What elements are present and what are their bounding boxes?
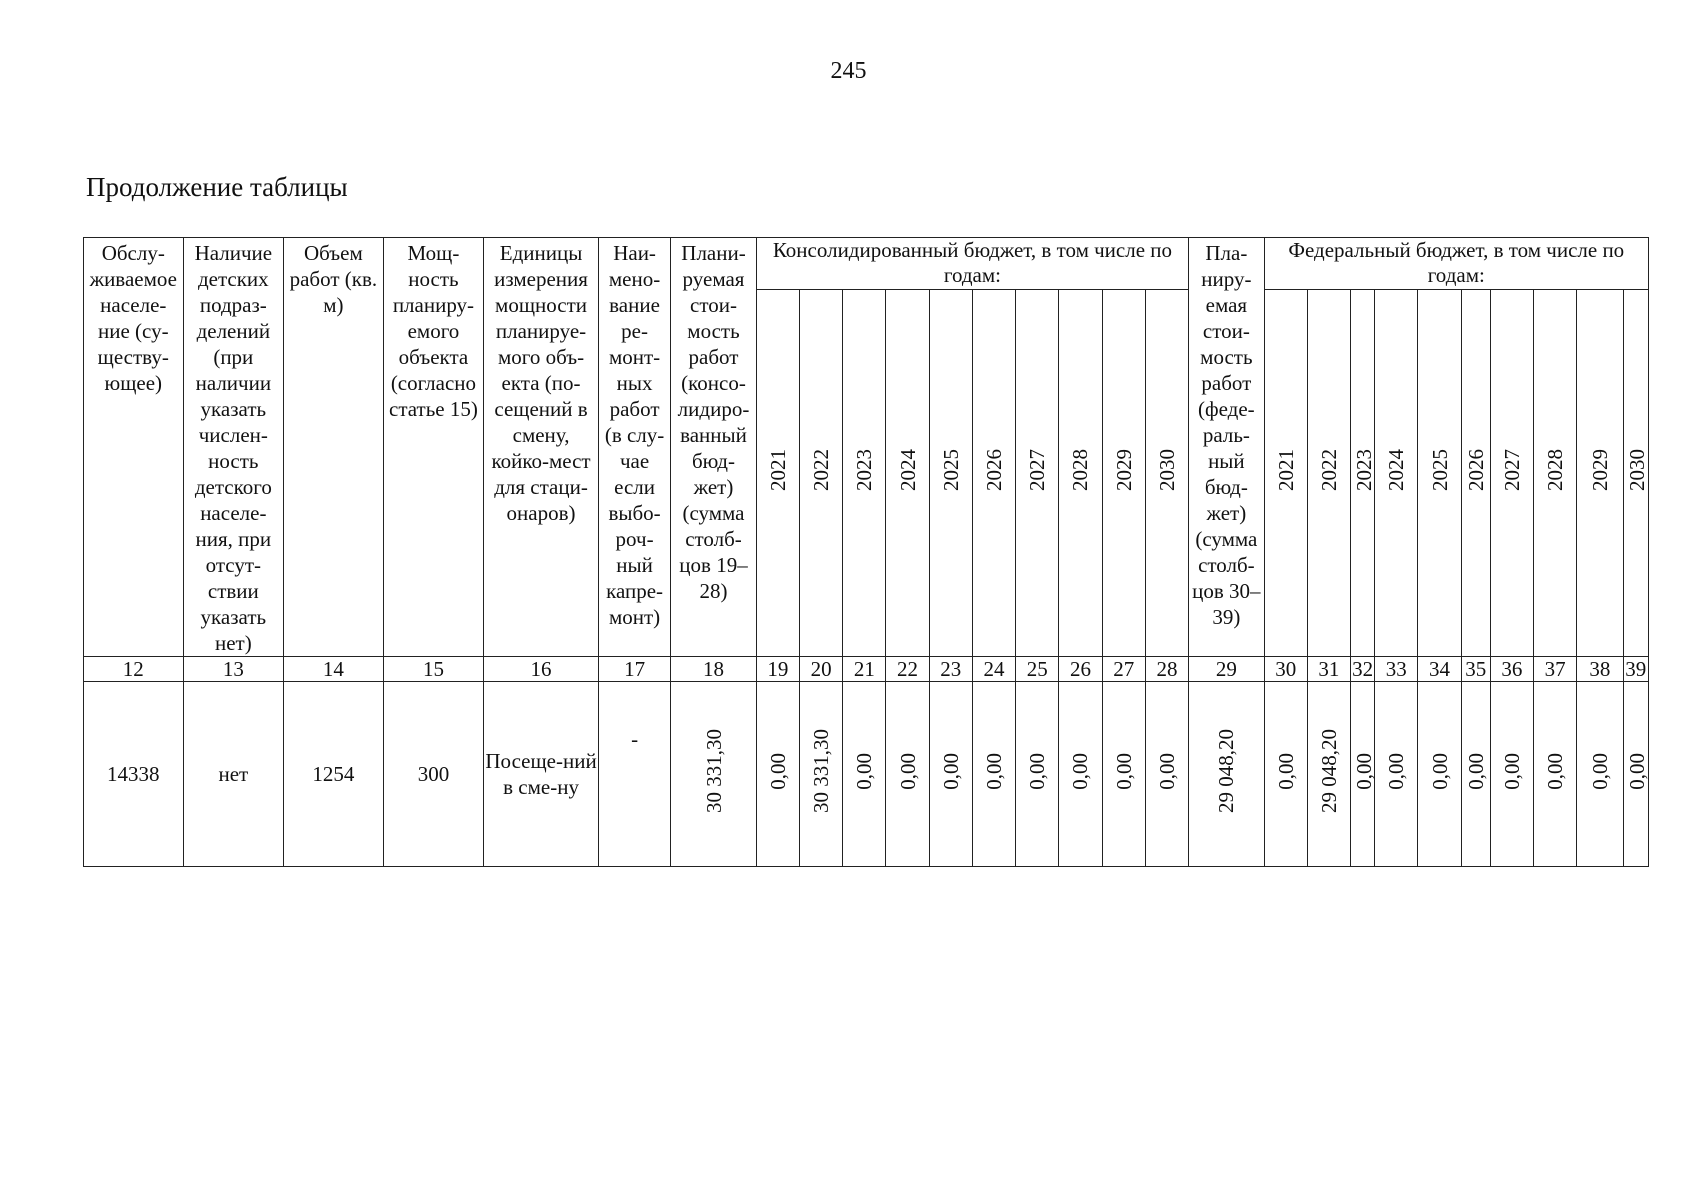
federal-year: 2026 bbox=[1461, 290, 1490, 657]
federal-year-value: 29 048,20 bbox=[1307, 682, 1350, 867]
column-number: 19 bbox=[756, 657, 799, 682]
federal-year-value: 0,00 bbox=[1623, 682, 1648, 867]
consolidated-year: 2022 bbox=[799, 290, 842, 657]
consolidated-year: 2029 bbox=[1102, 290, 1145, 657]
budget-table bbox=[83, 237, 1649, 867]
consolidated-year: 2027 bbox=[1016, 290, 1059, 657]
header-children-units: Наличие детских подраз-делений (при наличии указать числен-ность детского населе-ния, при отсут-ствии указать нет) bbox=[183, 238, 284, 657]
header-served-population: Обслу-живаемое населе-ние (су-ществу-ющее) bbox=[84, 238, 184, 657]
column-number: 30 bbox=[1264, 657, 1307, 682]
served-population-cell: 14338 bbox=[84, 682, 184, 867]
column-number: 31 bbox=[1307, 657, 1350, 682]
capacity-units-cell: Посеще-ний в сме-ну bbox=[484, 682, 599, 867]
consolidated-year: 2023 bbox=[843, 290, 886, 657]
column-number: 35 bbox=[1461, 657, 1490, 682]
consolidated-year-value: 0,00 bbox=[1059, 682, 1102, 867]
column-number: 16 bbox=[484, 657, 599, 682]
federal-year-value: 0,00 bbox=[1351, 682, 1375, 867]
planned-cost-consolidated-cell: 30 331,30 bbox=[671, 682, 756, 867]
header-row bbox=[84, 238, 1649, 290]
column-number: 13 bbox=[183, 657, 284, 682]
federal-year: 2024 bbox=[1375, 290, 1418, 657]
consolidated-year-value: 0,00 bbox=[1016, 682, 1059, 867]
federal-year: 2021 bbox=[1264, 290, 1307, 657]
capacity-cell: 300 bbox=[383, 682, 484, 867]
consolidated-year: 2028 bbox=[1059, 290, 1102, 657]
consolidated-year: 2024 bbox=[886, 290, 929, 657]
consolidated-year: 2030 bbox=[1145, 290, 1188, 657]
header-planned-cost-consolidated: Плани-руемая стои-мость работ (консо-лидиро-ванный бюд-жет) (сумма столб-цов 19–28) bbox=[671, 238, 756, 657]
table-caption: Продолжение таблицы bbox=[86, 172, 348, 202]
column-number: 21 bbox=[843, 657, 886, 682]
column-number: 34 bbox=[1418, 657, 1461, 682]
column-number: 26 bbox=[1059, 657, 1102, 682]
consolidated-year-value: 0,00 bbox=[929, 682, 972, 867]
consolidated-year-value: 0,00 bbox=[756, 682, 799, 867]
federal-year: 2023 bbox=[1351, 290, 1375, 657]
work-volume-cell: 1254 bbox=[284, 682, 384, 867]
children-units-cell: нет bbox=[183, 682, 284, 867]
consolidated-year-value: 0,00 bbox=[1102, 682, 1145, 867]
consolidated-year-value: 0,00 bbox=[972, 682, 1015, 867]
column-number: 15 bbox=[383, 657, 484, 682]
table-row bbox=[84, 682, 1649, 867]
consolidated-year-value: 0,00 bbox=[886, 682, 929, 867]
column-number: 38 bbox=[1577, 657, 1623, 682]
column-number: 14 bbox=[284, 657, 384, 682]
column-number: 20 bbox=[799, 657, 842, 682]
column-number: 24 bbox=[972, 657, 1015, 682]
column-number: 39 bbox=[1623, 657, 1648, 682]
federal-year: 2027 bbox=[1490, 290, 1533, 657]
federal-year-value: 0,00 bbox=[1490, 682, 1533, 867]
column-number: 37 bbox=[1534, 657, 1577, 682]
column-number: 28 bbox=[1145, 657, 1188, 682]
consolidated-year-value: 0,00 bbox=[843, 682, 886, 867]
consolidated-year-value: 30 331,30 bbox=[799, 682, 842, 867]
federal-year: 2022 bbox=[1307, 290, 1350, 657]
planned-cost-federal-cell: 29 048,20 bbox=[1189, 682, 1264, 867]
page-number: 245 bbox=[830, 58, 867, 84]
column-number: 12 bbox=[84, 657, 184, 682]
federal-year: 2025 bbox=[1418, 290, 1461, 657]
column-number: 27 bbox=[1102, 657, 1145, 682]
column-number: 23 bbox=[929, 657, 972, 682]
federal-year-value: 0,00 bbox=[1264, 682, 1307, 867]
column-number: 29 bbox=[1189, 657, 1264, 682]
consolidated-year-value: 0,00 bbox=[1145, 682, 1188, 867]
header-capacity-units: Единицы измерения мощности планируе-мого объ-екта (по-сещений в смену, койко-мест для стаци-онаров) bbox=[484, 238, 599, 657]
federal-year: 2029 bbox=[1577, 290, 1623, 657]
header-capacity: Мощ-ность планиру-емого объекта (согласно статье 15) bbox=[383, 238, 484, 657]
column-number-row bbox=[84, 657, 1649, 682]
federal-year: 2030 bbox=[1623, 290, 1648, 657]
federal-year-value: 0,00 bbox=[1418, 682, 1461, 867]
header-planned-cost-federal: Пла-ниру-емая стои-мость работ (феде-раль-ный бюд-жет) (сумма столб-цов 30–39) bbox=[1189, 238, 1264, 657]
column-number: 17 bbox=[598, 657, 670, 682]
header-consolidated-group: Консолидированный бюджет, в том числе по годам: bbox=[756, 238, 1188, 290]
column-number: 32 bbox=[1352, 657, 1374, 681]
header-federal-group: Федеральный бюджет, в том числе по годам: bbox=[1264, 238, 1648, 290]
header-work-volume: Объем работ (кв. м) bbox=[284, 238, 384, 657]
column-number: 18 bbox=[671, 657, 756, 682]
federal-year-value: 0,00 bbox=[1534, 682, 1577, 867]
column-number: 22 bbox=[886, 657, 929, 682]
federal-year-value: 0,00 bbox=[1375, 682, 1418, 867]
federal-year-value: 0,00 bbox=[1461, 682, 1490, 867]
repair-name-cell: - bbox=[598, 682, 670, 867]
header-repair-name: Наи-мено-вание ре-монт-ных работ (в слу-чае если выбо-роч-ный капре-монт) bbox=[598, 238, 670, 657]
federal-year: 2028 bbox=[1534, 290, 1577, 657]
federal-year-value: 0,00 bbox=[1577, 682, 1623, 867]
consolidated-year: 2021 bbox=[756, 290, 799, 657]
consolidated-year: 2026 bbox=[972, 290, 1015, 657]
column-number: 36 bbox=[1490, 657, 1533, 682]
column-number: 25 bbox=[1016, 657, 1059, 682]
consolidated-year: 2025 bbox=[929, 290, 972, 657]
column-number: 33 bbox=[1375, 657, 1418, 682]
